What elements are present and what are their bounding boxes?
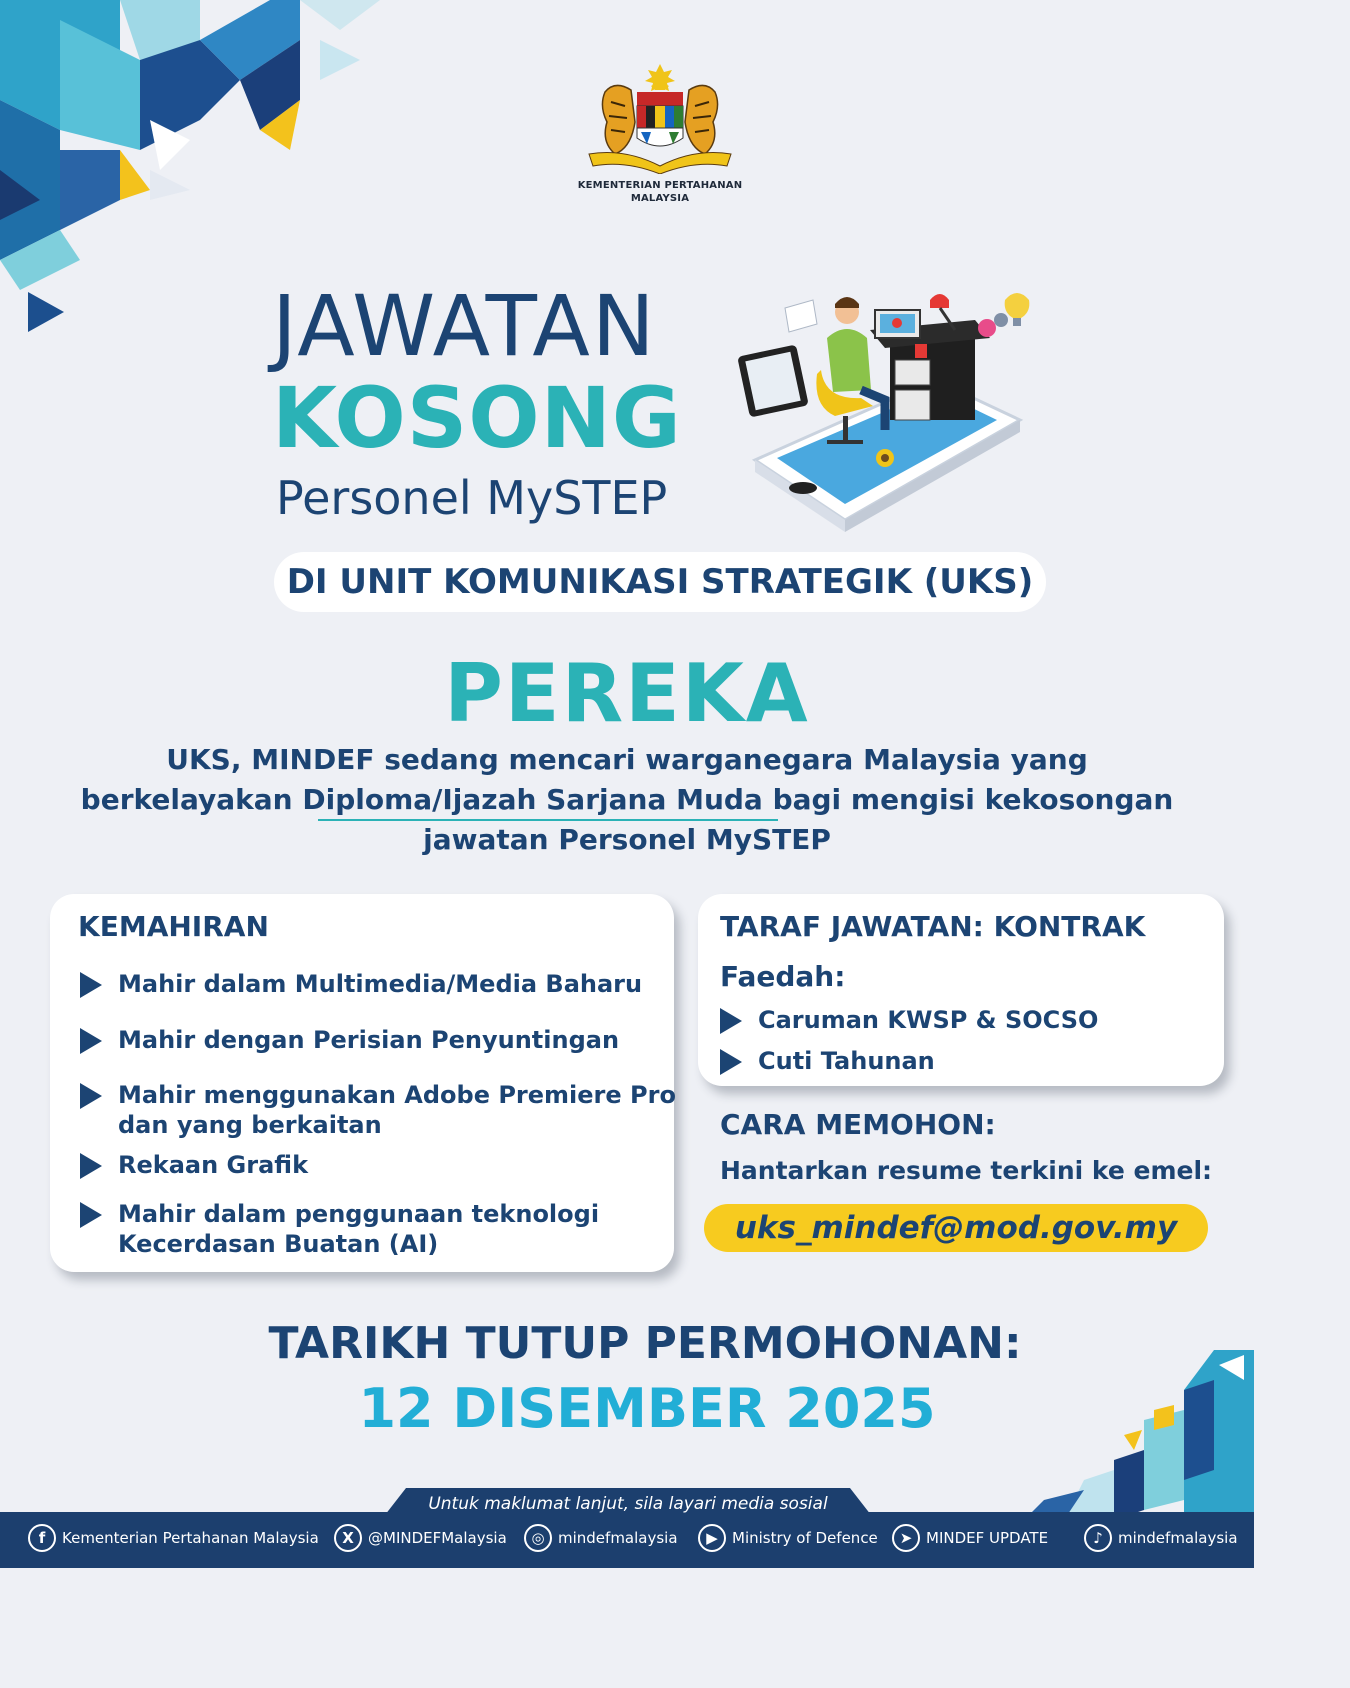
benefit-item: Caruman KWSP & SOCSO (758, 1006, 1099, 1034)
skill-item: Mahir menggunakan Adobe Premiere Pro (118, 1081, 676, 1109)
tiktok-icon: ♪ (1084, 1524, 1112, 1552)
footer-note: Untuk maklumat lanjut, sila layari media sosial (428, 1494, 828, 1514)
deadline-date: 12 DISEMBER 2025 (358, 1377, 936, 1440)
job-title: PEREKA (444, 647, 810, 740)
social-youtube[interactable] (698, 1522, 878, 1554)
intro-line3: jawatan Personel MySTEP (423, 823, 831, 856)
skill-item-continued: dan yang berkaitan (118, 1111, 382, 1139)
social-tiktok[interactable] (1084, 1522, 1238, 1554)
intro-line2: berkelayakan Diploma/Ijazah Sarjana Muda bagi mengisi kekosongan (80, 783, 1174, 816)
apply-heading: CARA MEMOHON: (720, 1108, 996, 1141)
x-icon: X (334, 1524, 362, 1552)
benefits-label: Faedah: (720, 960, 846, 993)
social-facebook[interactable] (28, 1522, 319, 1554)
skills-card (50, 894, 674, 1272)
social-label: MINDEF UPDATE (926, 1529, 1049, 1547)
intro-line1: UKS, MINDEF sedang mencari warganegara Malaysia yang (166, 743, 1088, 776)
employment-status-card (698, 894, 1224, 1086)
social-label: mindefmalaysia (558, 1529, 678, 1547)
bullet-arrow-icon (80, 1153, 102, 1179)
skill-item: Mahir dalam penggunaan teknologi (118, 1200, 600, 1228)
malaysia-coat-of-arms-icon (585, 62, 735, 174)
apply-instruction: Hantarkan resume terkini ke emel: (720, 1156, 1213, 1185)
bullet-arrow-icon (720, 1008, 742, 1034)
headline-kosong: KOSONG (272, 369, 682, 467)
instagram-icon: ◎ (524, 1524, 552, 1552)
headline-jawatan: JAWATAN (272, 277, 657, 375)
ministry-name-line2: MALAYSIA (630, 193, 690, 204)
bullet-arrow-icon (80, 1083, 102, 1109)
social-telegram[interactable] (892, 1522, 1048, 1554)
social-x[interactable] (334, 1522, 507, 1554)
social-label: mindefmalaysia (1118, 1529, 1238, 1547)
headline-programme: Personel MySTEP (276, 471, 668, 525)
bullet-arrow-icon (80, 1202, 102, 1228)
social-instagram[interactable] (524, 1522, 678, 1554)
youtube-icon: ▶ (698, 1524, 726, 1552)
deadline-label: TARIKH TUTUP PERMOHONAN: (268, 1318, 1022, 1369)
status-heading: TARAF JAWATAN: KONTRAK (720, 910, 1146, 943)
skill-item: Rekaan Grafik (118, 1151, 309, 1179)
unit-banner: DI UNIT KOMUNIKASI STRATEGIK (UKS) (274, 552, 1046, 612)
designer-workstation-illustration (735, 290, 1040, 540)
bullet-arrow-icon (720, 1049, 742, 1075)
social-label: @MINDEFMalaysia (368, 1529, 507, 1547)
facebook-icon: f (28, 1524, 56, 1552)
telegram-icon: ➤ (892, 1524, 920, 1552)
benefit-item: Cuti Tahunan (758, 1047, 935, 1075)
skills-heading: KEMAHIRAN (78, 910, 269, 943)
skill-item: Mahir dengan Perisian Penyuntingan (118, 1026, 620, 1054)
ministry-name-line1: KEMENTERIAN PERTAHANAN (577, 180, 743, 191)
skill-item: Mahir dalam Multimedia/Media Baharu (118, 970, 643, 998)
bullet-arrow-icon (80, 1028, 102, 1054)
social-label: Kementerian Pertahanan Malaysia (62, 1529, 319, 1547)
social-label: Ministry of Defence (732, 1529, 878, 1547)
bullet-arrow-icon (80, 972, 102, 998)
skill-item-continued: Kecerdasan Buatan (AI) (118, 1230, 439, 1258)
application-email[interactable]: uks_mindef@mod.gov.my (704, 1204, 1208, 1252)
